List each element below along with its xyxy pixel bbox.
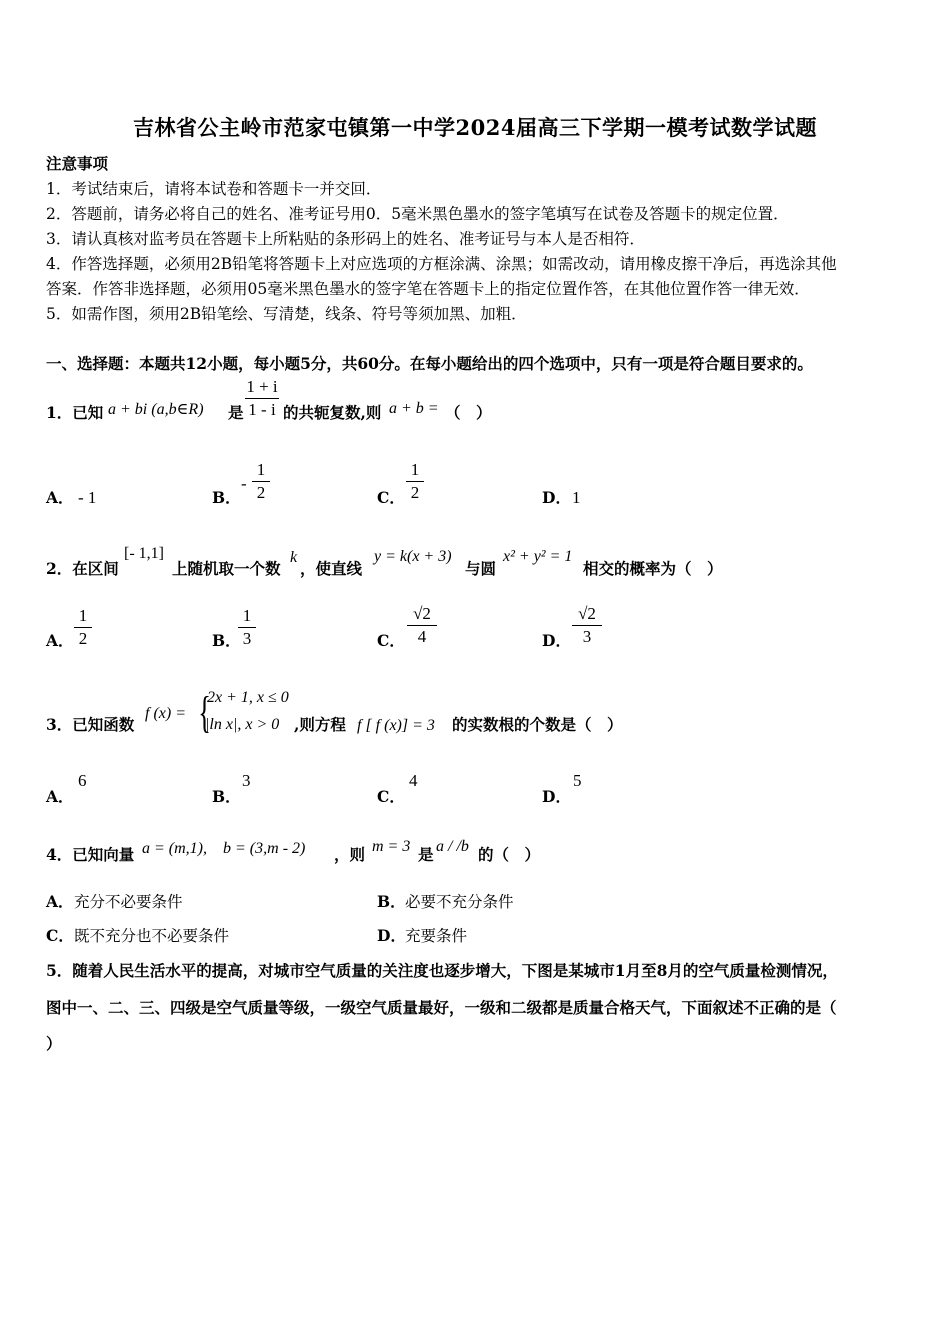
q3-case-1: 2x + 1, x ≤ 0 [207, 689, 289, 706]
q1-option-a-value: - 1 [78, 488, 97, 507]
frac-den: 2 [410, 483, 420, 502]
q3-case-2: |ln x|, x > 0 [205, 716, 280, 733]
frac-den: 2 [78, 629, 88, 648]
q1-expr1: a + bi (a,b∈R) [108, 401, 204, 418]
q1-option-d-label: D． [542, 488, 571, 507]
q1-prefix: 1．已知 [46, 403, 104, 422]
q2-text-2: ，使直线 [300, 559, 363, 578]
frac-num: 1 [242, 606, 252, 625]
q3-brace: { [198, 688, 211, 737]
frac-den: 3 [582, 627, 592, 646]
q5-line-3: ） [46, 1034, 62, 1053]
q1-option-b-sign: - [241, 474, 247, 493]
q3-option-c-value: 4 [409, 771, 418, 790]
section-heading: 一、选择题：本题共12小题，每小题5分，共60分。在每小题给出的四个选项中，只有一项是符合题目要求的。 [46, 354, 813, 373]
frac-den: 3 [242, 629, 252, 648]
q5-line-2: 图中一、二、三、四级是空气质量等级，一级空气质量最好，一级和二级都是质量合格天气，下面叙述不正确的是（ [46, 998, 837, 1017]
q3-option-d-label: D． [542, 787, 571, 806]
q3-option-d-value: 5 [573, 771, 582, 790]
q4-relation: a / /b [436, 838, 469, 855]
q4-text-3: 的（ ） [478, 845, 541, 864]
q2-option-a-fraction [74, 606, 92, 649]
frac-den: 2 [256, 483, 266, 502]
q1-option-c-fraction [406, 460, 424, 503]
frac-den: 4 [417, 627, 427, 646]
q3-option-b-value: 3 [242, 771, 251, 790]
frac-num: √2 [413, 604, 431, 623]
q3-fx: f (x) = [145, 705, 186, 722]
q2-option-c-label: C． [377, 631, 405, 650]
q1-option-b-label: B． [212, 488, 241, 507]
q4-option-b-text: 必要不充分条件 [405, 893, 514, 911]
q1-frac-num: 1 + i [246, 377, 278, 396]
q4-option-a-text: 充分不必要条件 [74, 893, 183, 911]
q3-option-b-label: B． [212, 787, 241, 806]
q1-mid: 是 [228, 403, 244, 422]
q3-text-2: 的实数根的个数是（ ） [452, 715, 623, 734]
q2-option-d-label: D． [542, 631, 571, 650]
q1-paren: （ ） [445, 403, 492, 422]
q1-frac-den: 1 - i [248, 400, 276, 419]
q2-option-c-fraction [407, 604, 437, 647]
q3-option-c-label: C． [377, 787, 405, 806]
q2-circle-eq: x² + y² = 1 [503, 548, 573, 565]
q3-option-a-label: A． [46, 787, 74, 806]
notice-item: 2．答题前，请务必将自己的姓名、准考证号用0．5毫米黑色墨水的签字笔填写在试卷及答题卡的规定位置． [46, 205, 789, 223]
q4-text-2: 是 [418, 845, 434, 864]
q2-prefix: 2．在区间 [46, 559, 119, 578]
q4-option-d-text: 充要条件 [405, 927, 468, 945]
q3-prefix: 3．已知函数 [46, 715, 135, 734]
frac-num: 1 [410, 460, 420, 479]
q1-expr2: a + b = [389, 400, 439, 417]
q4-vectors: a = (m,1), b = (3,m - 2) [142, 840, 306, 857]
q2-text-4: 相交的概率为（ ） [583, 559, 723, 578]
notice-item: 4．作答选择题，必须用2B铅笔将答题卡上对应选项的方框涂满、涂黑；如需改动，请用橡皮擦干净后，再选涂其他 [46, 255, 837, 273]
q3-text-1: ,则方程 [294, 715, 346, 734]
q4-option-c-label: C． [46, 926, 74, 945]
q2-option-a-label: A． [46, 631, 74, 650]
q4-option-a-label: A． [46, 892, 74, 911]
q2-text-1: 上随机取一个数 [172, 559, 281, 578]
q4-option-c-text: 既不充分也不必要条件 [74, 927, 230, 945]
q4-prefix: 4．已知向量 [46, 845, 135, 864]
q1-option-d-value: 1 [572, 488, 581, 507]
q3-option-a-value: 6 [78, 771, 87, 790]
page-title: 吉林省公主岭市范家屯镇第一中学2024届高三下学期一模考试数学试题 [133, 115, 817, 140]
q2-line-eq: y = k(x + 3) [374, 548, 452, 565]
q4-text-1: ，则 [334, 845, 366, 864]
q4-option-b-label: B． [377, 892, 406, 911]
frac-num: 1 [78, 606, 88, 625]
q1-option-a-label: A． [46, 488, 74, 507]
notice-heading: 注意事项 [46, 154, 109, 173]
q2-option-b-fraction [238, 606, 256, 649]
notice-item: 5．如需作图，须用2B铅笔绘、写清楚，线条、符号等须加黑、加粗． [46, 305, 527, 323]
q2-text-3: 与圆 [465, 559, 497, 578]
q5-line-1: 5．随着人民生活水平的提高，对城市空气质量的关注度也逐步增大，下图是某城市1月至8月的空气质量检测情况， [46, 961, 838, 980]
frac-num: √2 [578, 604, 596, 623]
q2-interval: [- 1,1] [124, 545, 164, 562]
frac-num: 1 [256, 460, 266, 479]
q2-option-d-fraction [572, 604, 602, 647]
q1-option-b-fraction [252, 460, 270, 503]
q1-fraction [245, 377, 279, 420]
notice-item: 3．请认真核对监考员在答题卡上所粘贴的条形码上的姓名、准考证号与本人是否相符． [46, 230, 645, 248]
notice-item: 答案．作答非选择题，必须用05毫米黑色墨水的签字笔在答题卡上的指定位置作答，在其他位置作答一律无效． [46, 280, 810, 298]
q1-option-c-label: C． [377, 488, 405, 507]
q3-equation: f [ f (x)] = 3 [357, 717, 435, 734]
q1-suffix: 的共轭复数,则 [283, 403, 382, 422]
q2-option-b-label: B． [212, 631, 241, 650]
notice-item: 1．考试结束后，请将本试卷和答题卡一并交回． [46, 180, 382, 198]
q4-condition: m = 3 [372, 838, 411, 855]
q4-option-d-label: D． [377, 926, 406, 945]
q2-k: k [290, 549, 298, 566]
